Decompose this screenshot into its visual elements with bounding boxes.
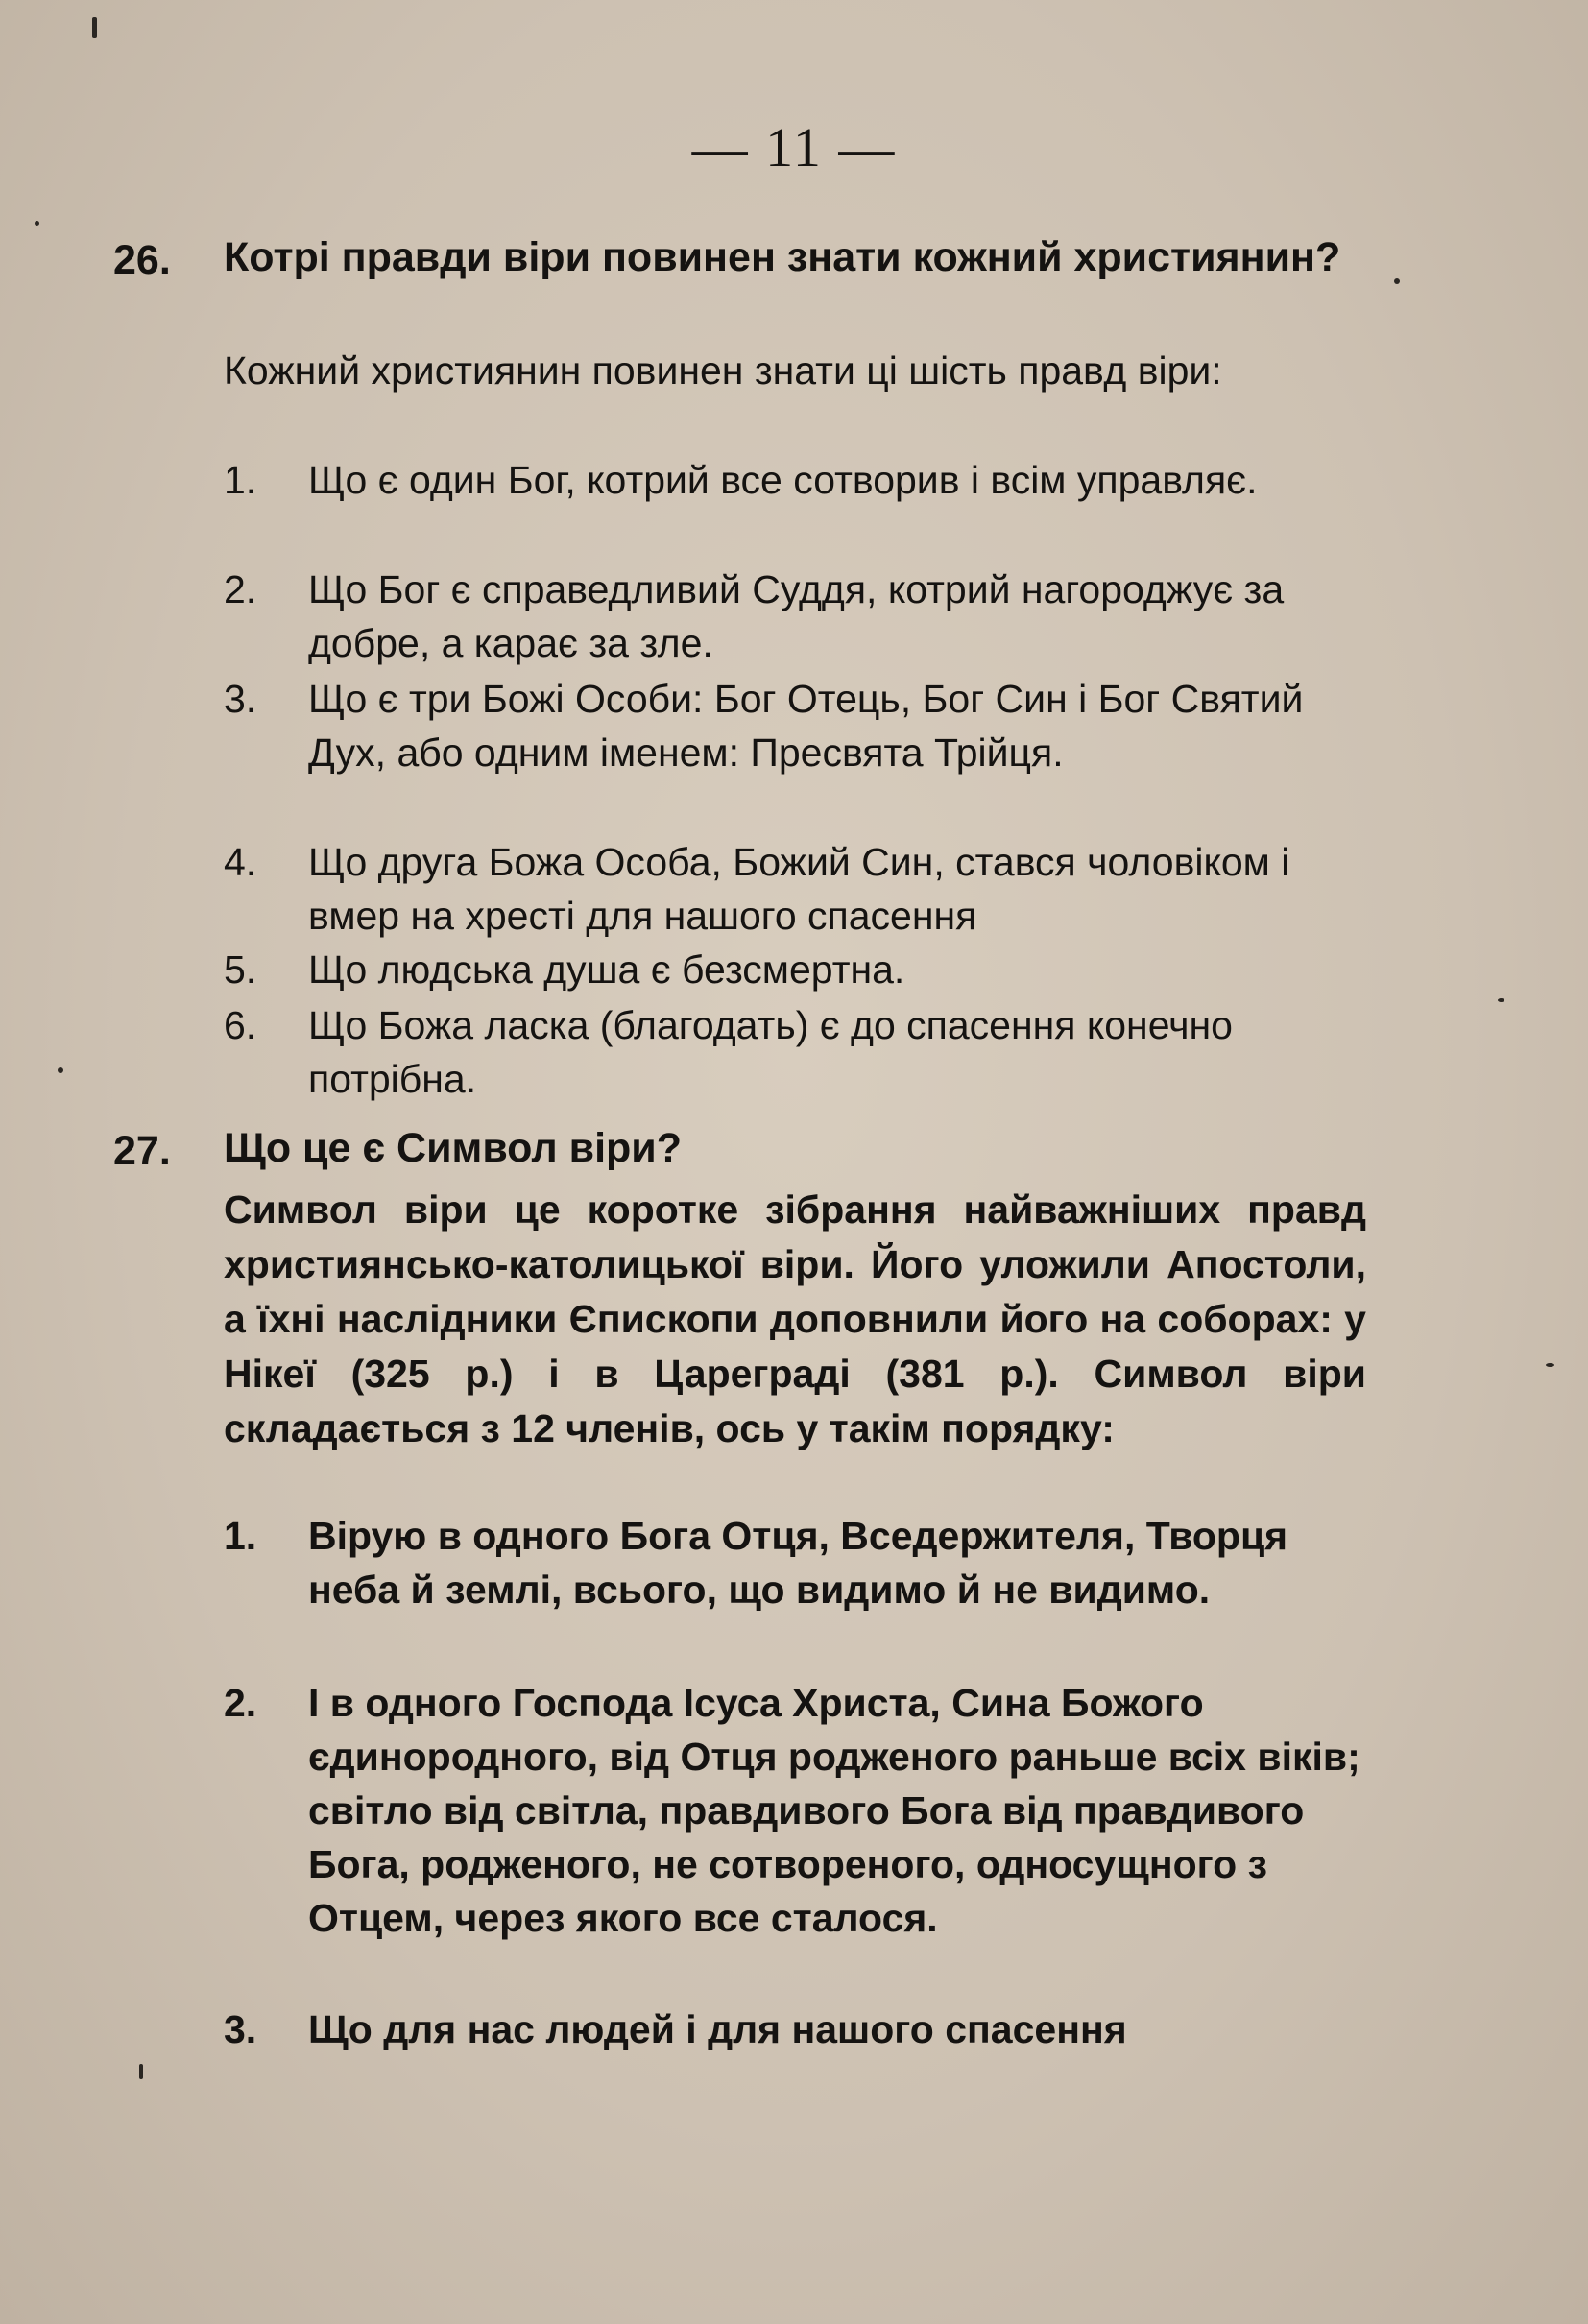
list-item-number: 4. [224,840,257,884]
list-item-number: 6. [224,1003,257,1047]
list-item-number: 3. [224,2007,257,2051]
list-item-text: Що друга Божа Особа, Божий Син, стався чоловіком і вмер на хресті для нашого спасення [308,840,1290,938]
list-item [224,998,1366,1101]
list-item-text: Що Божа ласка (благодать) є до спасення конечно потрібна. [308,1003,1233,1101]
paper-speck [92,17,97,38]
list-item-number: 2. [224,567,257,611]
paper-speck [139,2064,143,2079]
paper-speck [1394,278,1400,284]
list-item-text: Вірую в одного Бога Отця, Вседержителя, Творця неба й землі, всього, що видимо й не видимо. [308,1514,1288,1612]
list-item-number: 1. [224,1514,257,1558]
list-item-number: 1. [224,458,257,502]
list-item-number: 2. [224,1681,257,1725]
list-item [224,453,1366,502]
list-item-number: 5. [224,947,257,992]
answer-paragraph: Символ віри це коротке зібрання найважніших правд християнсько-католицької віри. Його уложили Апостоли, а їхні наслідники Єпископи доповнили його на соборах: у Нікеї (325 р.) і в Цареграді (381 р.). Символ віри складається з 12 членів, ось у такім порядку: [224,1187,1366,1450]
paper-speck [1498,998,1504,1002]
list-item-text: Що Бог є справедливий Суддя, котрий нагороджує за добре, а карає за зле. [308,567,1285,665]
question-heading: Котрі правди віри повинен знати кожний християнин? [224,234,1341,280]
list-item-text: Що є один Бог, котрий все сотворив і всім управляє. [308,458,1258,502]
paper-speck [58,1067,63,1073]
paper-speck [1546,1363,1554,1367]
list-item [224,835,1366,938]
list-item [224,1509,1366,1612]
list-item [224,672,1366,775]
list-item-text: Що для нас людей і для нашого спасення [308,2007,1127,2051]
list-item [224,943,1366,992]
list-item [224,1676,1366,1940]
paper-speck [35,221,39,226]
question-heading: Що це є Символ віри? [224,1125,682,1171]
list-item-text: Що людська душа є безсмертна. [308,947,905,992]
list-item-number: 3. [224,677,257,721]
list-item [224,563,1366,665]
list-item [224,2002,1366,2051]
page-number: — 11 — [691,116,897,179]
question-number: 26. [113,237,171,283]
list-item-text: І в одного Господа Ісуса Христа, Сина Божого єдинородного, від Отця родженого раньше всіх віків; світло від світла, правдивого Бога від правдивого Бога, родженого, не сотвореного, односущного з Отцем, через якого все сталося. [308,1681,1360,1940]
list-item-text: Що є три Божі Особи: Бог Отець, Бог Син і Бог Святий Дух, або одним іменем: Пресвята Трійця. [308,677,1304,775]
answer-paragraph: Кожний християнин повинен знати ці шість правд віри: [224,348,1222,393]
question-number: 27. [113,1128,171,1174]
